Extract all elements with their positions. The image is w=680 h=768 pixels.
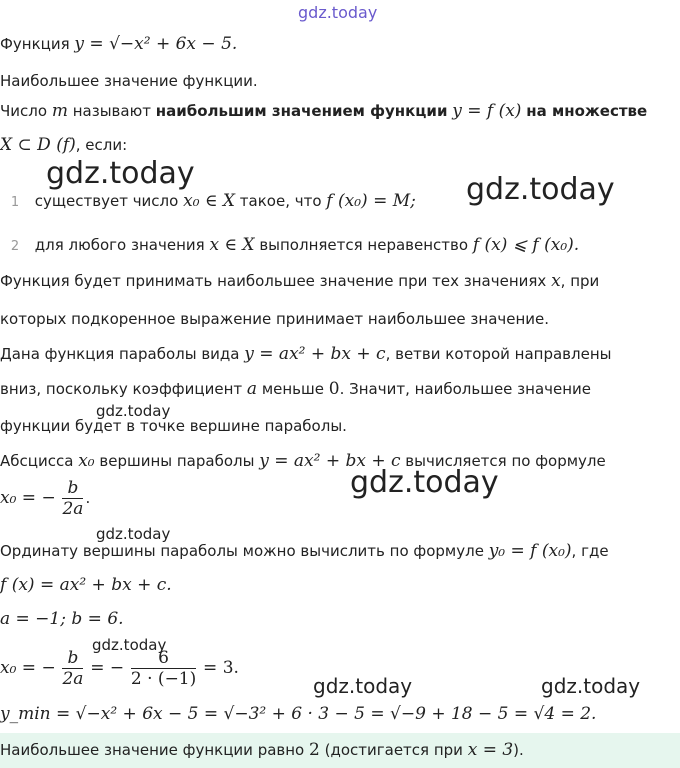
paragraph-text: Дана функция параболы вида <box>0 345 240 363</box>
condition-number: 1 <box>10 195 20 210</box>
definition-text: Число <box>0 102 48 120</box>
watermark: gdz.today <box>46 156 195 191</box>
paragraph-text: вниз, поскольку коэффициент <box>0 380 243 398</box>
paragraph-text: Функция будет принимать наибольшее значение при тех значениях <box>0 272 547 290</box>
paragraph-text: Абсцисса <box>0 452 74 470</box>
paragraph-text: меньше <box>261 380 324 398</box>
watermark: gdz.today <box>313 674 413 698</box>
coefficients: a = −1; b = 6. <box>0 609 124 629</box>
paragraph-line: функции будет в точке вершине параболы. <box>0 417 347 435</box>
fraction <box>62 648 83 689</box>
watermark: gdz.today <box>541 674 641 698</box>
paragraph-line <box>0 343 611 365</box>
paragraph-line <box>0 270 599 292</box>
function-label: Функция <box>0 35 70 53</box>
paragraph-text: , ветви которой направлены <box>385 345 612 363</box>
paragraph-text: вершины параболы <box>99 452 255 470</box>
answer-banner <box>0 733 680 768</box>
definition-line-2 <box>0 134 127 156</box>
paragraph-number: 0 <box>328 379 340 399</box>
paragraph-line <box>0 450 606 472</box>
paragraph-var: x <box>551 271 561 291</box>
formula-text: x₀ = − <box>0 488 56 508</box>
condition-text: существует число <box>34 192 179 210</box>
formula-text: . <box>85 489 91 507</box>
fraction <box>131 648 196 689</box>
paragraph-formula: y = ax² + bx + c <box>259 451 401 471</box>
definition-text: называют <box>72 102 151 120</box>
condition-text: выполняется неравенство <box>259 236 469 254</box>
answer-condition: x = 3 <box>467 740 514 760</box>
watermark: gdz.today <box>96 525 171 543</box>
paragraph-formula: y = ax² + bx + c <box>244 344 386 364</box>
condition-item <box>0 234 579 258</box>
definition-var-m: m <box>51 101 68 121</box>
condition-math: f (x₀) = M; <box>326 191 416 211</box>
watermark: gdz.today <box>350 465 499 500</box>
condition-math: f (x) ⩽ f (x₀). <box>472 235 580 255</box>
x0-formula <box>0 478 90 519</box>
fraction-denominator: 2a <box>62 669 84 689</box>
condition-math: x ∈ X <box>209 235 255 255</box>
paragraph-line <box>0 540 609 562</box>
answer-text: (достигается при <box>324 741 463 759</box>
fraction-numerator: 6 <box>131 648 196 669</box>
definition-formula: y = f (x) <box>452 101 522 121</box>
answer-value: 2 <box>309 740 320 760</box>
condition-number: 2 <box>10 239 20 254</box>
watermark: gdz.today <box>96 402 171 420</box>
function-formula: y = √−x² + 6x − 5. <box>74 34 238 54</box>
paragraph-text: , где <box>571 542 609 560</box>
paragraph-text: , при <box>560 272 600 290</box>
paragraph-var: a <box>246 379 258 399</box>
paragraph-text: . Значит, наибольшее значение <box>339 380 592 398</box>
definition-bold: наибольшим значением функции <box>155 102 448 120</box>
fraction-numerator: b <box>62 648 83 669</box>
paragraph-text: Ординату вершины параболы можно вычислить по формуле <box>0 542 484 560</box>
answer-text: Наибольшее значение функции равно <box>0 741 305 759</box>
fraction <box>62 478 83 519</box>
function-statement <box>0 33 237 55</box>
x0-calc <box>0 641 239 695</box>
condition-item <box>0 190 416 214</box>
definition-set: X ⊂ D (f) <box>0 135 76 155</box>
fraction-numerator: b <box>62 478 83 499</box>
formula-text: = − <box>90 658 125 678</box>
formula-text: x₀ = − <box>0 658 56 678</box>
paragraph-formula: y₀ = f (x₀) <box>488 541 572 561</box>
watermark: gdz.today <box>92 636 167 654</box>
condition-math: x₀ ∈ X <box>183 191 236 211</box>
formula-text: = 3. <box>203 658 239 678</box>
section-title: Наибольшее значение функции. <box>0 72 258 90</box>
definition-line-1 <box>0 100 647 122</box>
watermark: gdz.today <box>466 172 615 207</box>
condition-text: для любого значения <box>34 236 205 254</box>
fx-formula: f (x) = ax² + bx + c. <box>0 575 172 595</box>
condition-text: такое, что <box>239 192 322 210</box>
fraction-denominator: 2 · (−1) <box>130 669 197 689</box>
paragraph-text: вычисляется по формуле <box>405 452 606 470</box>
definition-text: , если: <box>75 136 128 154</box>
paragraph-line: которых подкоренное выражение принимает наибольшее значение. <box>0 310 550 328</box>
answer-text: ). <box>513 741 524 759</box>
watermark-top: gdz.today <box>298 3 378 22</box>
ymin-formula: y_min = √−x² + 6x − 5 = √−3² + 6 · 3 − 5 = √−9 + 18 − 5 = √4 = 2. <box>0 704 597 724</box>
paragraph-var: x₀ <box>78 451 95 471</box>
paragraph-line <box>0 378 591 400</box>
definition-bold: на множестве <box>526 102 648 120</box>
fraction-denominator: 2a <box>62 499 84 519</box>
